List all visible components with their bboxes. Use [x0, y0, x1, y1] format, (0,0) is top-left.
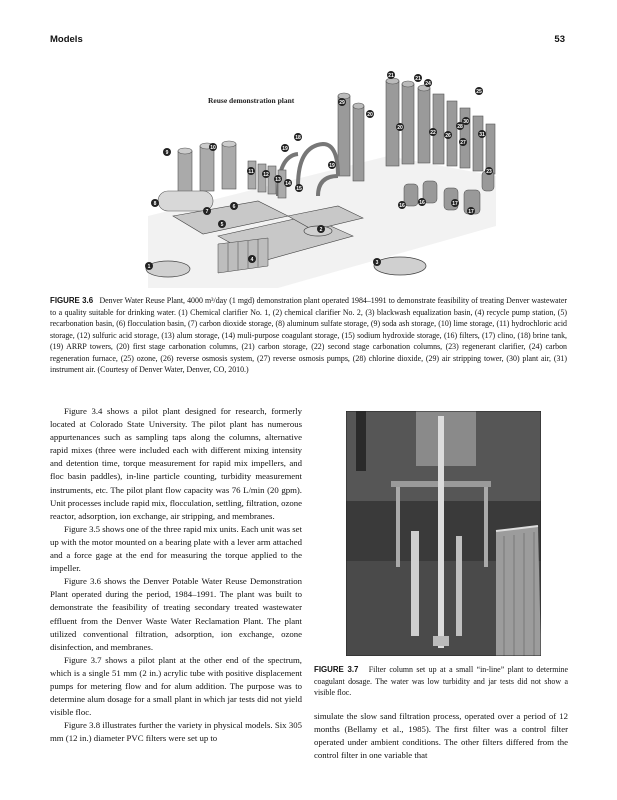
svg-text:28: 28: [457, 124, 463, 130]
figure-3-6-illustration: [138, 66, 496, 288]
svg-text:5: 5: [220, 222, 224, 228]
paragraph: Figure 3.7 shows a pilot plant at the other end of the spectrum, which is a single 51 mm (2 in.) acrylic tube with positive displacement pumps for metering flow and for alum addition. The purpose was to determine alum dosage for a small plant in which jar tests did not yield visible floc.: [50, 654, 302, 718]
svg-text:12: 12: [263, 172, 269, 178]
svg-text:10: 10: [210, 145, 216, 151]
svg-text:24: 24: [425, 81, 431, 87]
svg-text:21: 21: [415, 76, 421, 82]
svg-text:9: 9: [165, 150, 169, 156]
svg-text:22: 22: [430, 130, 436, 136]
body-text-left-column: [50, 405, 302, 745]
svg-text:13: 13: [275, 177, 281, 183]
svg-text:27: 27: [460, 140, 466, 146]
paragraph: Figure 3.4 shows a pilot plant designed for research, formerly located at Colorado State University. The pilot plant has numerous appurtenances such as sampling taps along the columns, alternative rapid mixes (three were included each with different mixing intensity and detention time, torque measurement for rapid mix impellers, and floc basin paddles), in-line particle counting, turbidity measurement instruments, etc. The pilot plant flow capacity was 76 L/min (20 gpm). Unit processes include rapid mix, flocculation, settling, filtration, ozone reactor, adsorption, ion exchange, air stripping, and membranes.: [50, 406, 302, 521]
paragraph: Figure 3.6 shows the Denver Potable Water Reuse Demonstration Plant operated during the period, 1984–1991. The plant was built to demonstrate the feasibility of treating secondary treated wastewater effluent from the Denver Waste Water Reclamation Plant. The plant utilized conventional filtration, adsorption, ion exchange, ozone disinfection, and membranes.: [50, 576, 302, 652]
svg-text:7: 7: [205, 209, 209, 215]
svg-text:15: 15: [296, 186, 302, 192]
svg-text:20: 20: [367, 112, 373, 118]
svg-text:6: 6: [232, 204, 236, 210]
svg-text:23: 23: [486, 169, 492, 175]
page-number: 53: [554, 34, 565, 45]
figure-3-6-caption-text: Denver Water Reuse Plant, 4000 m³/day (1 mgd) demonstration plant operated 1984–1991 to demonstrate feasibility of treating Denver wastewater to a quality suitable for drinking water. (1) Chemical clarifier No. 1, (2) chemical clarifier No. 2, (3) blackwash equalization basin, (4) recycle pump station, (5) recarbonation basin, (6) flocculation basin, (7) carbon dioxide storage, (8) aluminum sulfate storage, (9) soda ash storage, (10) lime storage, (11) hydrochloric acid storage, (12) sulfuric acid storage, (13) alum storage, (14) muli-purpose coagulant storage, (15) sodium hydroxide storage, (16) filters, (17) clino, (18) brine tank, (19) ARRP towers, (20) first stage carbonation columns, (21) carbon storage, (22) second stage carbonation columns, (23) regenerant clarifier, (24) carbon regeneration furnace, (25) ozone, (26) reverse osmosis system, (27) reverse osmosis pumps, (28) chlorine dioxide, (29) air stripping tower, (30) plant air, (31) instrument air. (Courtesy of Denver Water, Denver, CO, 2010.): [50, 296, 568, 374]
svg-text:20: 20: [397, 125, 403, 131]
svg-text:1: 1: [147, 264, 151, 270]
paragraph: Figure 3.8 illustrates further the variety in physical models. Six 305 mm (12 in.) diameter PVC filters were set up to: [50, 720, 302, 744]
figure-3-7-photo: [346, 411, 541, 656]
svg-text:31: 31: [479, 132, 485, 138]
svg-text:30: 30: [463, 119, 469, 125]
svg-text:19: 19: [329, 163, 335, 169]
svg-text:14: 14: [285, 181, 291, 187]
svg-text:4: 4: [250, 257, 254, 263]
paragraph: simulate the slow sand filtration process, operated over a period of 12 months (Bellamy et al., 1985). The first filter was a control filter operated under ambient conditions. The other filters differed from the control filter in one variable that: [314, 711, 568, 761]
svg-text:18: 18: [295, 135, 301, 141]
svg-text:25: 25: [476, 89, 482, 95]
figure-3-6-caption: [50, 295, 567, 376]
svg-text:2: 2: [319, 227, 323, 233]
figure-3-6-label: FIGURE 3.6: [50, 296, 94, 305]
plant-label: Reuse demonstration plant: [208, 96, 295, 105]
running-header-section: Models: [50, 34, 83, 45]
svg-text:29: 29: [339, 100, 345, 106]
svg-text:21: 21: [388, 73, 394, 79]
paragraph: Figure 3.5 shows one of the three rapid mix units. Each unit was set up with the motor mounted on a bearing plate with a lever arm attached and a force gage at the end for measuring the torque applied to the impeller.: [50, 523, 302, 574]
figure-3-7-label: FIGURE 3.7: [314, 665, 359, 674]
svg-text:26: 26: [445, 133, 451, 139]
svg-text:17: 17: [452, 201, 458, 207]
svg-text:8: 8: [153, 201, 157, 207]
svg-text:16: 16: [399, 203, 405, 209]
svg-text:19: 19: [282, 146, 288, 152]
body-text-right-column: [314, 710, 568, 762]
figure-3-7-caption: [314, 664, 568, 699]
svg-text:3: 3: [375, 260, 379, 266]
svg-text:17: 17: [468, 209, 474, 215]
figure-3-7-caption-text: Filter column set up at a small “in-line” plant to determine coagulant dosage. The water was low turbidity and jar tests did not show a visible floc.: [314, 665, 568, 697]
svg-text:16: 16: [419, 200, 425, 206]
svg-text:11: 11: [248, 169, 254, 175]
